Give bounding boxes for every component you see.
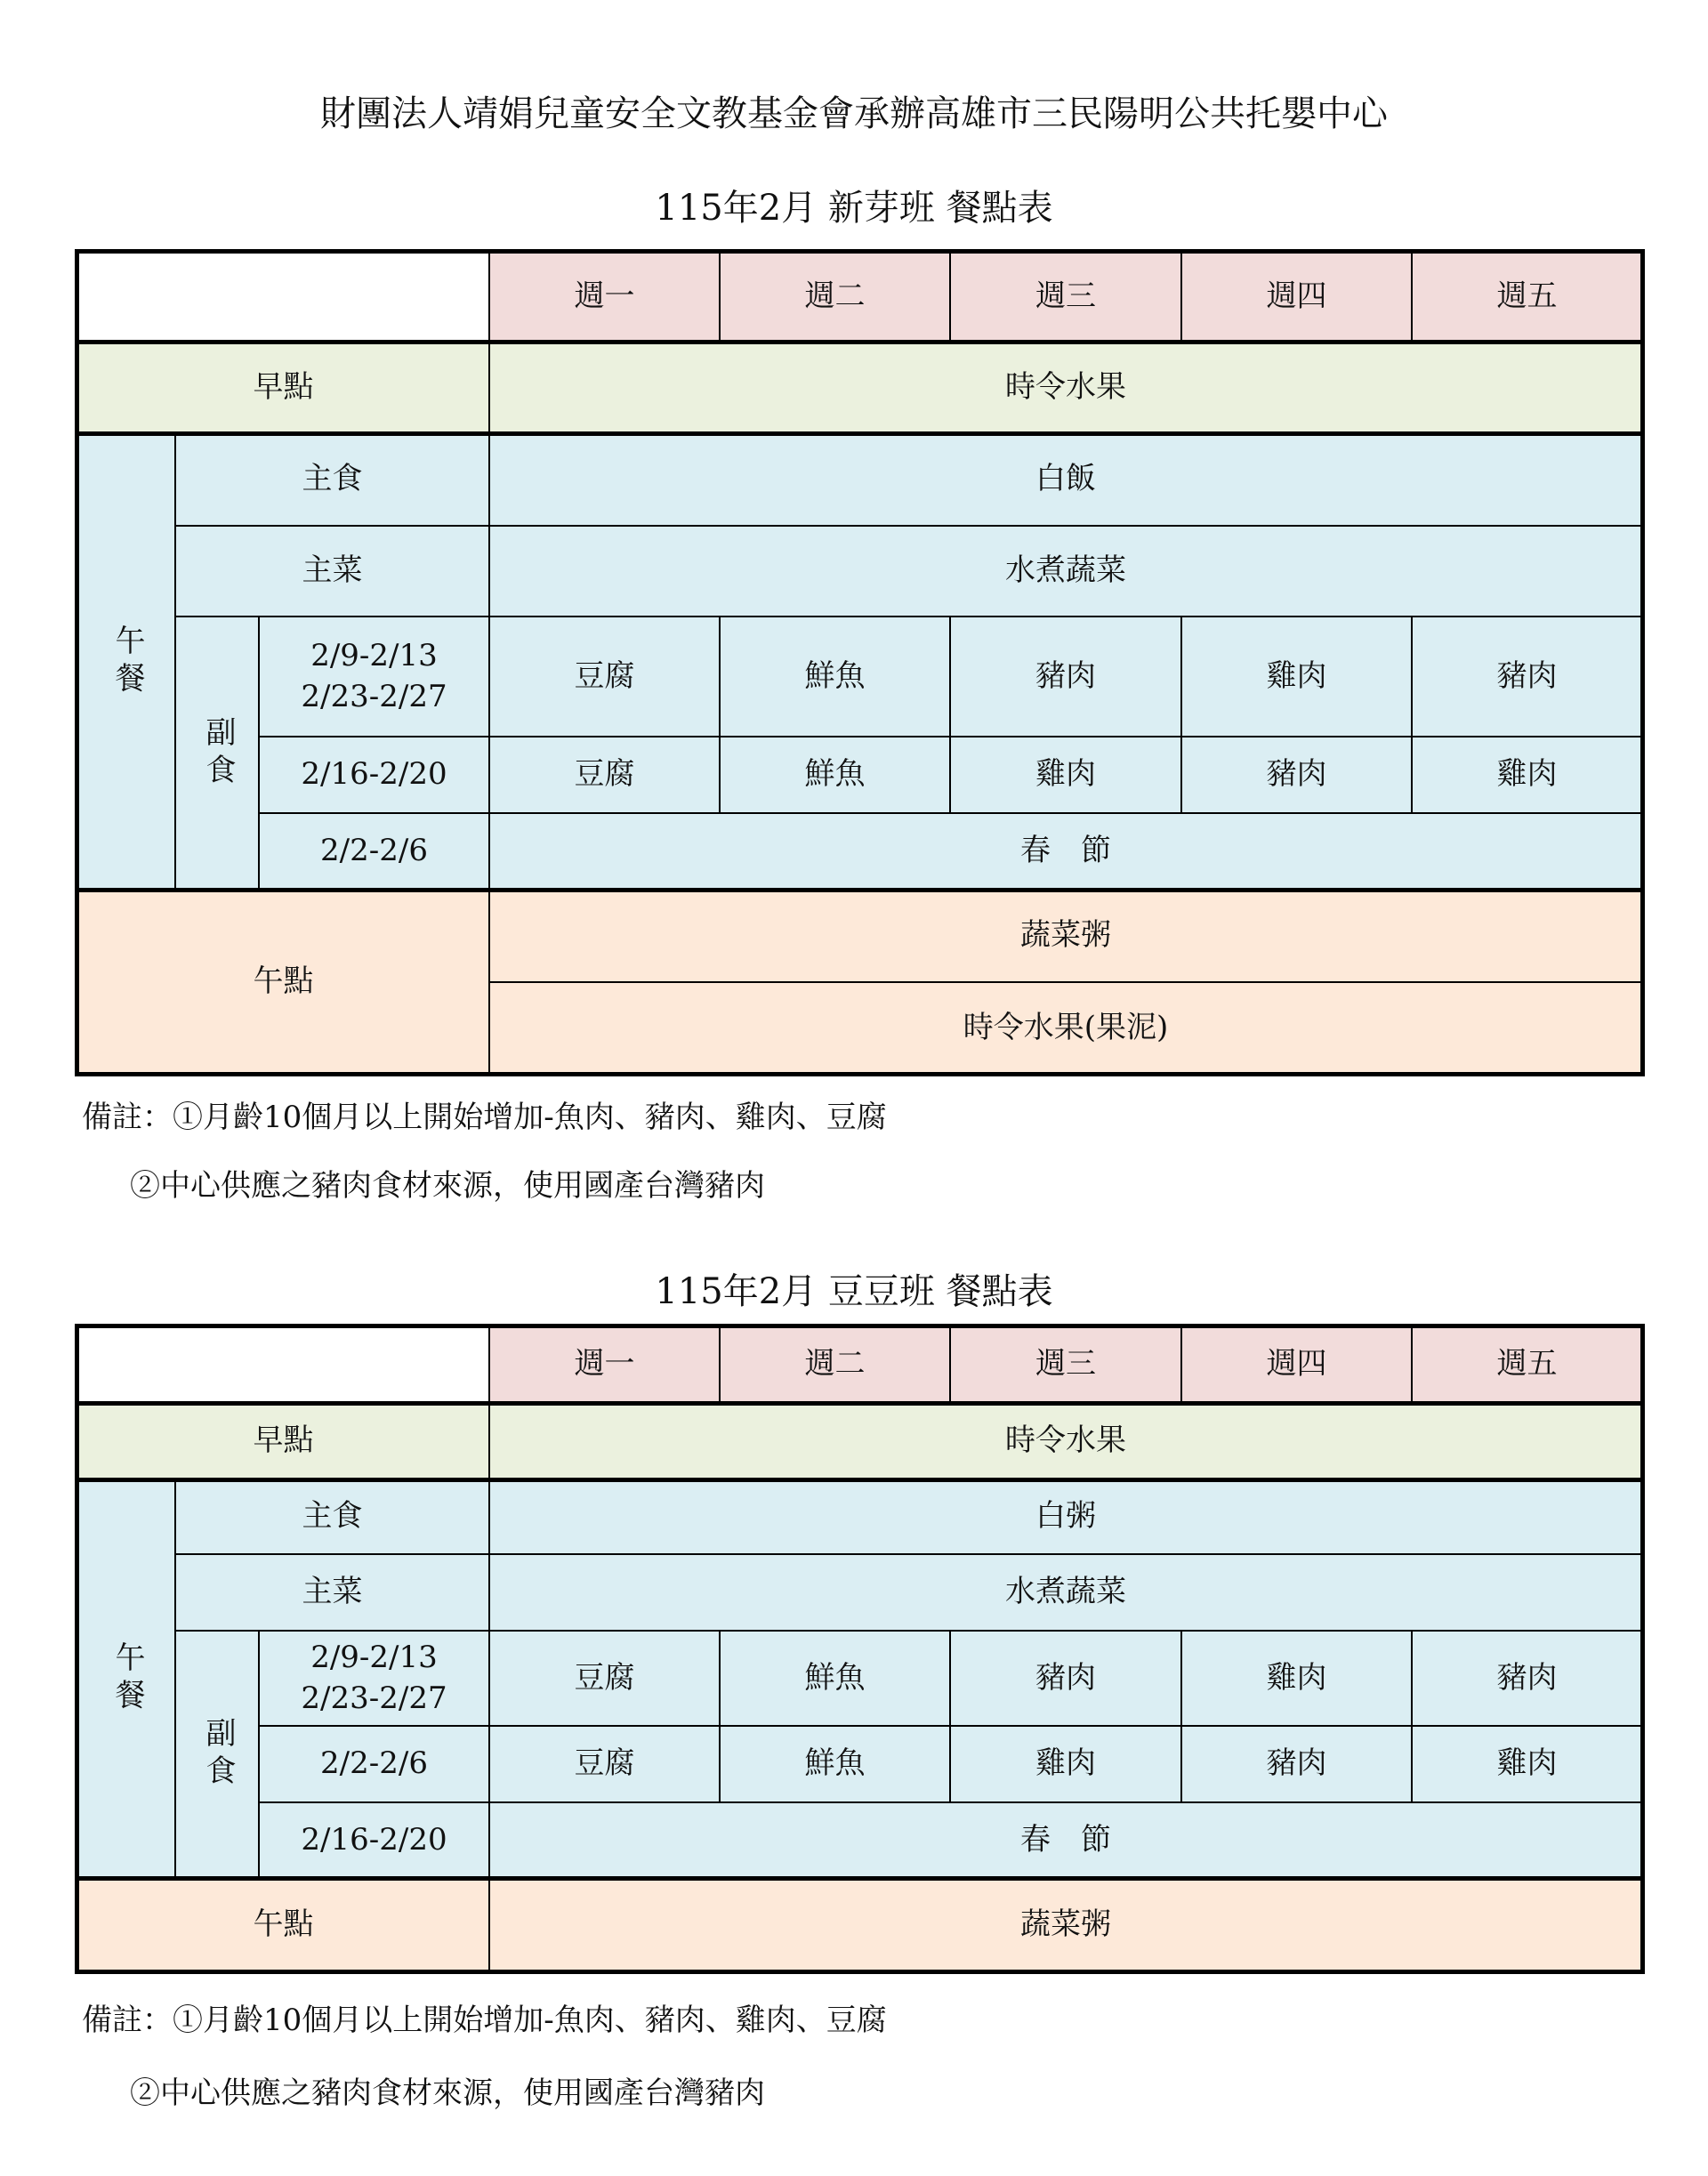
- corner-cell: [77, 1326, 490, 1404]
- main-dish-label: 主菜: [174, 1553, 490, 1632]
- section-divider: [77, 888, 1641, 892]
- side-dish-item: 豬肉: [1180, 736, 1413, 814]
- section-divider: [77, 1876, 1641, 1881]
- side-dish-item: 豬肉: [1411, 1630, 1643, 1727]
- lunch-label: 午餐: [77, 1479, 176, 1879]
- side-dish-dates: 2/2-2/6: [258, 812, 490, 891]
- weekday-header: 週一: [488, 251, 721, 343]
- snack-value: 時令水果(果泥): [488, 981, 1643, 1075]
- weekday-header: 週三: [949, 251, 1182, 343]
- section-divider: [77, 340, 1641, 344]
- side-dish-item: 雞肉: [1411, 1725, 1643, 1803]
- side-dish-item: 豬肉: [949, 616, 1182, 737]
- weekday-header: 週四: [1180, 251, 1413, 343]
- holiday-cell: 春 節: [488, 812, 1643, 891]
- side-dish-item: 豬肉: [1411, 616, 1643, 737]
- side-dish-dates: 2/16-2/20: [258, 1801, 490, 1879]
- side-dish-item: 豆腐: [488, 1630, 721, 1727]
- side-dish-dates: 2/9-2/13 2/23-2/27: [258, 616, 490, 737]
- breakfast-value: 時令水果: [488, 341, 1643, 434]
- section-divider: [77, 1478, 1641, 1482]
- main-dish-label: 主菜: [174, 525, 490, 617]
- side-dish-item: 雞肉: [949, 736, 1182, 814]
- snack-label: 午點: [77, 889, 490, 1075]
- side-dish-item: 鮮魚: [719, 1630, 951, 1727]
- side-dish-label: 副食: [174, 1630, 260, 1879]
- side-dish-item: 豬肉: [949, 1630, 1182, 1727]
- main-dish-value: 水煮蔬菜: [488, 525, 1643, 617]
- snack-value: 蔬菜粥: [488, 889, 1643, 983]
- table-title: 115年2月 豆豆班 餐點表: [655, 1271, 1053, 1312]
- side-dish-label: 副食: [174, 616, 260, 891]
- weekday-header: 週四: [1180, 1326, 1413, 1404]
- staple-label: 主食: [174, 1479, 490, 1555]
- weekday-header: 週二: [719, 1326, 951, 1404]
- side-dish-item: 豆腐: [488, 736, 721, 814]
- side-dish-item: 雞肉: [1180, 1630, 1413, 1727]
- weekday-header: 週五: [1411, 1326, 1643, 1404]
- staple-label: 主食: [174, 432, 490, 527]
- note-line: 備註：①月齡10個月以上開始增加-魚肉、豬肉、雞肉、豆腐: [82, 1100, 887, 1135]
- weekday-header: 週二: [719, 251, 951, 343]
- main-dish-value: 水煮蔬菜: [488, 1553, 1643, 1632]
- note-line: ②中心供應之豬肉食材來源，使用國產台灣豬肉: [130, 2075, 765, 2111]
- side-dish-dates: 2/2-2/6: [258, 1725, 490, 1803]
- organization-title: 財團法人靖娟兒童安全文教基金會承辦高雄市三民陽明公共托嬰中心: [320, 93, 1388, 134]
- staple-value: 白粥: [488, 1479, 1643, 1555]
- breakfast-label: 早點: [77, 1402, 490, 1480]
- weekday-header: 週三: [949, 1326, 1182, 1404]
- side-dish-dates: 2/16-2/20: [258, 736, 490, 814]
- table-title: 115年2月 新芽班 餐點表: [655, 188, 1053, 229]
- side-dish-item: 雞肉: [949, 1725, 1182, 1803]
- weekday-header: 週五: [1411, 251, 1643, 343]
- note-line: 備註：①月齡10個月以上開始增加-魚肉、豬肉、雞肉、豆腐: [82, 2003, 887, 2038]
- weekday-header: 週一: [488, 1326, 721, 1404]
- lunch-label: 午餐: [77, 432, 176, 891]
- corner-cell: [77, 251, 490, 343]
- side-dish-item: 雞肉: [1180, 616, 1413, 737]
- side-dish-item: 豆腐: [488, 1725, 721, 1803]
- side-dish-item: 鮮魚: [719, 616, 951, 737]
- snack-value: 蔬菜粥: [488, 1877, 1643, 1972]
- breakfast-label: 早點: [77, 341, 490, 434]
- snack-label: 午點: [77, 1877, 490, 1972]
- section-divider: [77, 431, 1641, 436]
- note-line: ②中心供應之豬肉食材來源，使用國產台灣豬肉: [130, 1168, 765, 1204]
- side-dish-item: 豬肉: [1180, 1725, 1413, 1803]
- side-dish-item: 豆腐: [488, 616, 721, 737]
- side-dish-item: 鮮魚: [719, 736, 951, 814]
- side-dish-dates: 2/9-2/13 2/23-2/27: [258, 1630, 490, 1727]
- section-divider: [77, 1401, 1641, 1406]
- side-dish-item: 雞肉: [1411, 736, 1643, 814]
- side-dish-item: 鮮魚: [719, 1725, 951, 1803]
- holiday-cell: 春 節: [488, 1801, 1643, 1879]
- breakfast-value: 時令水果: [488, 1402, 1643, 1480]
- staple-value: 白飯: [488, 432, 1643, 527]
